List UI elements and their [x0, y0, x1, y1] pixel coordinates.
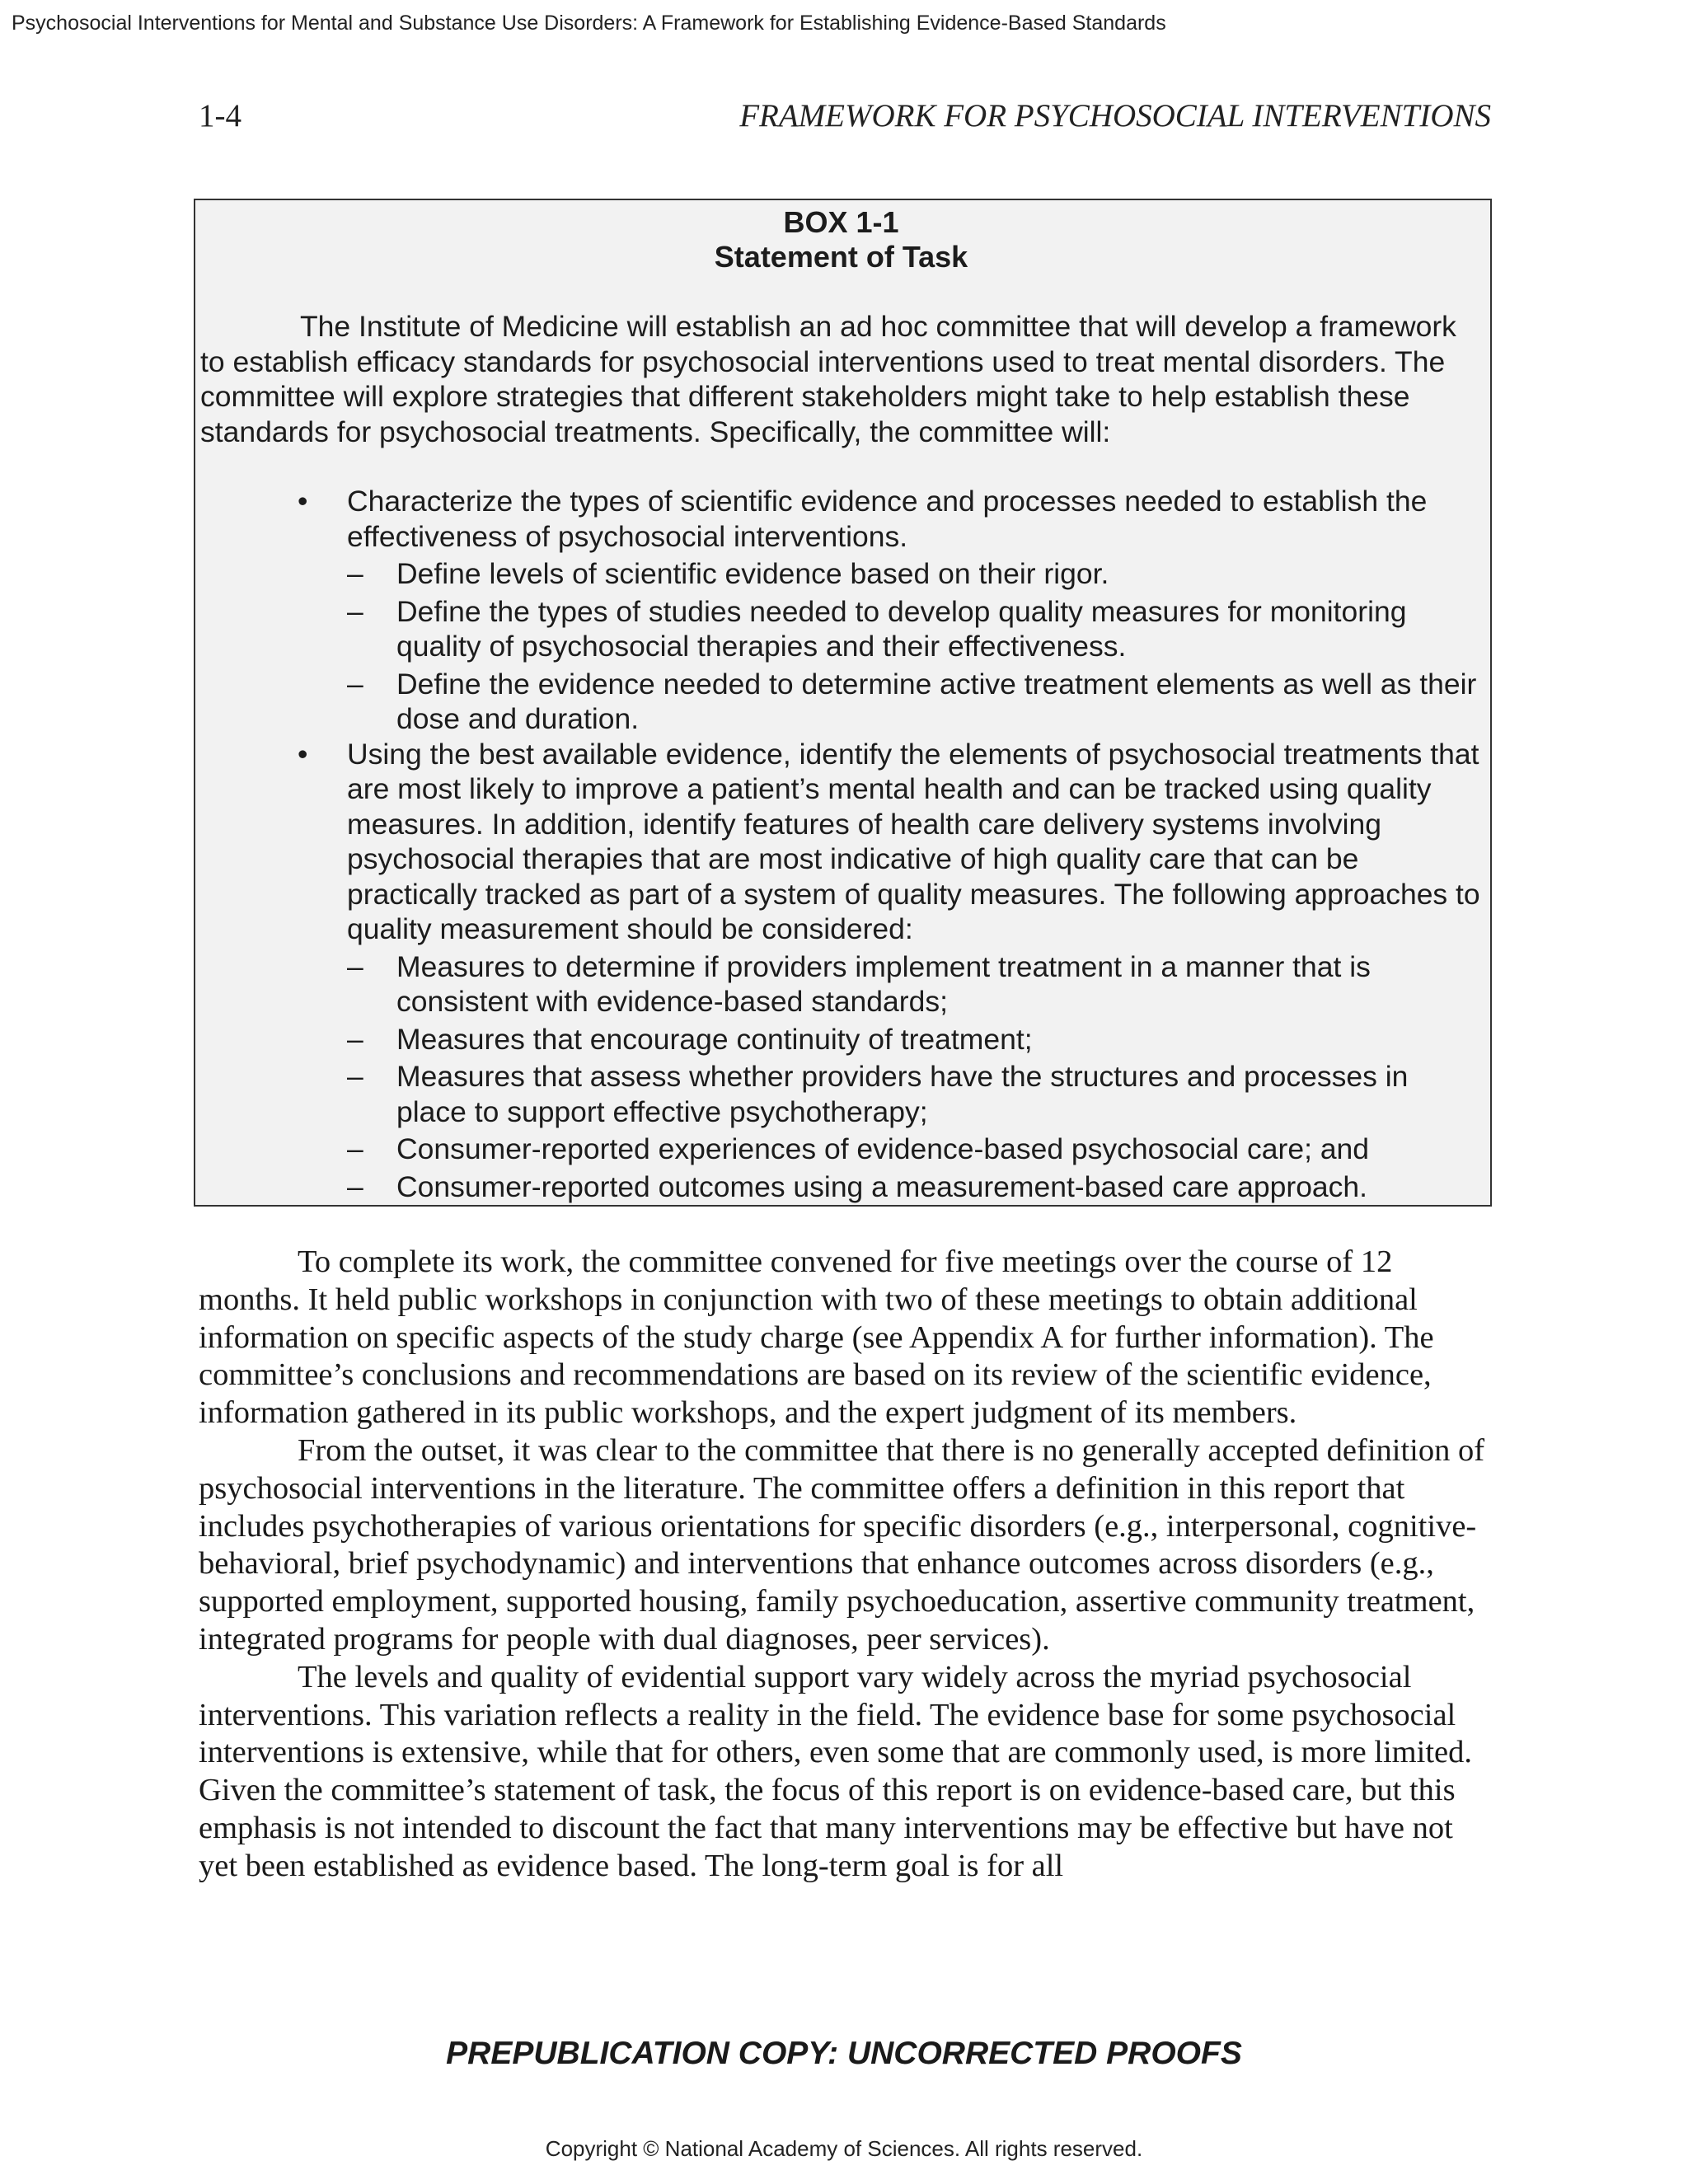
- statement-of-task-box: [194, 199, 1492, 1207]
- dash-marker: –: [347, 1132, 363, 1165]
- body-paragraph: To complete its work, the committee convened for five meetings over the course of 12 months. It held public workshops in conjunction with two of these meetings to obtain additional information on specific aspects of the study charge (see Appendix A for further information). The committee’s conclusions and recommendations are based on its review of the scientific evidence, information gathered in its public workshops, and the expert judgment of its members.: [199, 1244, 1434, 1431]
- sub-item-text: Define the evidence needed to determine active treatment elements as well as their dose and duration.: [396, 667, 1477, 735]
- sub-item-text: Define levels of scientific evidence based on their rigor.: [396, 557, 1109, 590]
- sub-item: [347, 949, 1482, 1019]
- sub-item-text: Consumer-reported outcomes using a measurement-based care approach.: [396, 1169, 1368, 1203]
- sub-item: [347, 1022, 1482, 1057]
- bullet-marker: •: [298, 485, 308, 518]
- sub-item: [347, 1059, 1482, 1129]
- sub-item: [347, 556, 1482, 592]
- body-paragraph: The levels and quality of evidential support vary widely across the myriad psychosocial interventions. This variation reflects a reality in the field. The evidence base for some psychosocial interventions is extensive, while that for others, even some that are commonly used, is more limited. Given the committee’s statement of task, the focus of this report is on evidence-based care, but this emphasis is not intended to discount the fact that many interventions may be effective but have not yet been established as evidence based. The long-term goal is for all: [199, 1659, 1472, 1883]
- sub-item: [347, 594, 1482, 664]
- body-text: [199, 1244, 1493, 1886]
- sub-item-text: Define the types of studies needed to develop quality measures for monitoring quality of psychosocial therapies and their effectiveness.: [396, 594, 1407, 663]
- sub-item: [347, 1169, 1482, 1205]
- document-banner-title: Psychosocial Interventions for Mental and Substance Use Disorders: A Framework for Establishing Evidence-Based Standards: [12, 12, 1166, 35]
- sub-item-text: Measures that assess whether providers have the structures and processes in place to support effective psychotherapy;: [396, 1060, 1409, 1128]
- bullet-marker: •: [298, 737, 308, 771]
- sub-item-list: [347, 556, 1482, 737]
- sub-item: [347, 667, 1482, 737]
- dash-marker: –: [347, 557, 363, 590]
- dash-marker: –: [347, 1022, 363, 1056]
- bullet-text: Characterize the types of scientific evidence and processes needed to establish the effectiveness of psychosocial interventions.: [347, 485, 1428, 553]
- sub-item-text: Measures that encourage continuity of treatment;: [396, 1022, 1033, 1056]
- sub-item-text: Measures to determine if providers implement treatment in a manner that is consistent with evidence-based standards;: [396, 949, 1371, 1018]
- dash-marker: –: [347, 594, 363, 628]
- prepublication-notice: PREPUBLICATION COPY: UNCORRECTED PROOFS: [446, 2036, 1242, 2071]
- dash-marker: –: [347, 1169, 363, 1203]
- task-bullet: [200, 737, 1482, 1205]
- task-bullet-list: [200, 484, 1482, 1204]
- copyright-notice: Copyright © National Academy of Sciences. All rights reserved.: [545, 2136, 1143, 2161]
- box-intro-paragraph: The Institute of Medicine will establish an ad hoc committee that will develop a framework to establish efficacy standards for psychosocial interventions used to treat mental disorders. The committee will explore strategies that different stakeholders might take to help establish these standards for psychosocial treatments. Specifically, the committee will:: [200, 310, 1456, 448]
- running-title: FRAMEWORK FOR PSYCHOSOCIAL INTERVENTIONS: [739, 98, 1491, 134]
- page-number: 1-4: [199, 98, 241, 134]
- sub-item: [347, 1132, 1482, 1167]
- task-bullet: [200, 484, 1482, 737]
- bullet-text: Using the best available evidence, identify the elements of psychosocial treatments that are most likely to improve a patient’s mental health and can be tracked using quality measures. In addition, identify features of health care delivery systems involving psychosocial therapies that are most indicative of high quality care that can be practically tracked as part of a system of quality measures. The following approaches to quality measurement should be considered:: [347, 737, 1480, 945]
- body-paragraph: From the outset, it was clear to the committee that there is no generally accepted definition of psychosocial interventions in the literature. The committee offers a definition in this report that includes psychotherapies of various orientations for specific disorders (e.g., interpersonal, cognitive-behavioral, brief psychodynamic) and interventions that enhance outcomes across disorders (e.g., supported employment, supported housing, family psychoeducation, assertive community treatment, integrated programs for people with dual diagnoses, peer services).: [199, 1432, 1485, 1657]
- sub-item-list: [347, 949, 1482, 1205]
- dash-marker: –: [347, 949, 363, 983]
- dash-marker: –: [347, 1060, 363, 1093]
- box-title: Statement of Task: [714, 240, 968, 274]
- box-label: BOX 1-1: [783, 205, 899, 239]
- sub-item-text: Consumer-reported experiences of evidence-based psychosocial care; and: [396, 1132, 1370, 1165]
- dash-marker: –: [347, 667, 363, 701]
